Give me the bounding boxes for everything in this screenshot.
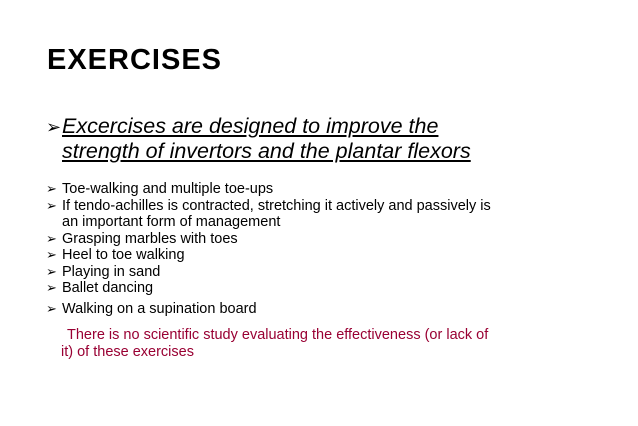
research-note xyxy=(61,327,601,360)
arrow-bullet-icon: ➢ xyxy=(46,300,57,316)
list-item xyxy=(46,231,606,248)
list-item xyxy=(46,198,606,231)
list-item-text-continued: an important form of management xyxy=(62,214,281,230)
note-line-2: it) of these exercises xyxy=(61,343,194,360)
list-item-text: Toe-walking and multiple toe-ups xyxy=(62,181,274,197)
arrow-bullet-icon: ➢ xyxy=(46,197,57,213)
note-line-1: There is no scientific study evaluating the effectiveness (or lack of xyxy=(67,327,489,343)
list-item-text: Grasping marbles with toes xyxy=(62,230,238,247)
list-item xyxy=(46,280,606,297)
list-item-text: Heel to toe walking xyxy=(62,247,185,263)
lead-line-1: Excercises are designed to improve the xyxy=(62,114,439,138)
arrow-bullet-icon: ➢ xyxy=(46,181,57,196)
list-item-text: Ballet dancing xyxy=(62,280,154,296)
lead-line-2: strength of invertors and the plantar flexors xyxy=(62,139,471,163)
exercise-list xyxy=(46,181,606,317)
arrow-bullet-icon: ➢ xyxy=(46,230,57,246)
arrow-bullet-icon: ➢ xyxy=(46,263,57,279)
list-item-text: Playing in sand xyxy=(62,263,161,280)
list-item-text: Walking on a supination board xyxy=(62,300,257,317)
list-item-text: If tendo-achilles is contracted, stretching it actively and passively is xyxy=(62,197,491,214)
arrow-bullet-icon: ➢ xyxy=(46,247,57,262)
arrow-bullet-icon: ➢ xyxy=(46,117,62,137)
slide-title: EXERCISES xyxy=(47,44,222,76)
list-item xyxy=(46,301,606,318)
list-item xyxy=(46,264,606,281)
lead-bullet xyxy=(46,114,586,163)
list-item xyxy=(46,181,606,198)
list-item xyxy=(46,247,606,264)
arrow-bullet-icon: ➢ xyxy=(46,280,57,295)
